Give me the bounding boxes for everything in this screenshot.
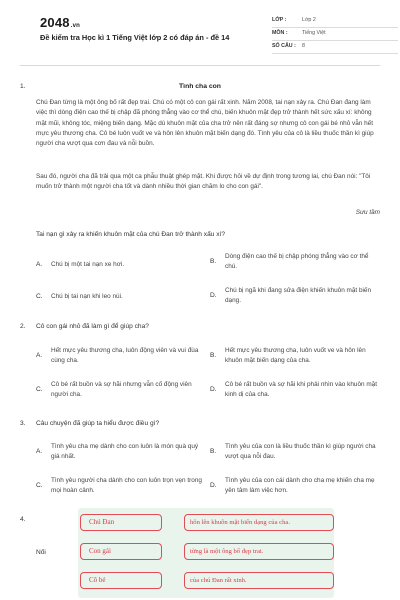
option-text: Hết mực yêu thương cha, luôn vuốt ve và hôn lên khuôn mặt biến dạng của cha. xyxy=(225,347,366,364)
meta-value: Lớp 2 xyxy=(302,17,316,24)
option-text: Chú bị ngã khi đang sửa điện khiến khuôn mặt biến dạng. xyxy=(225,287,372,304)
option-text: Cô bé rất buồn và sợ hãi nhưng vẫn cố động viên người cha. xyxy=(51,381,192,398)
match-left-item[interactable]: Chú Đan xyxy=(80,514,162,531)
match-right-item[interactable]: từng là một ông bố đẹp trai. xyxy=(184,543,334,560)
question-number: 3. xyxy=(20,420,26,427)
meta-value: 8 xyxy=(302,43,305,50)
story-source: Sưu tầm xyxy=(355,209,380,216)
page-header xyxy=(20,0,380,66)
option-text: Tình yêu của con là liều thuốc thần kì giúp người cha vượt qua nỗi đau. xyxy=(225,443,376,460)
option-text: Tình yêu của con cái dành cho cha mẹ khiến cha mẹ yên tâm làm việc hơn. xyxy=(225,477,375,494)
match-left-item[interactable]: Con gái xyxy=(80,543,162,560)
question-number: 2. xyxy=(20,323,26,330)
meta-row-class xyxy=(272,15,398,28)
answer-option-c[interactable] xyxy=(36,474,206,498)
answer-option-a[interactable] xyxy=(36,344,206,368)
question-number: 1. xyxy=(20,83,26,90)
matching-exercise xyxy=(80,510,360,596)
story-paragraph: Chú Đan từng là một ông bố rất đẹp trai. Chú có một cô con gái rất xinh. Năm 2008, tai nạn xảy ra. Chú Đan đang làm việc thì dòng điện cao thế bị chập đã phóng thẳng vào cơ thể chú, biến khuôn mặt đẹp trở thành hết sức xấu xí: không mặt mũi, không tóc, miệng biến dạng. Mặc dù khuôn mặt của cha trở nên rất đáng sợ nhưng cô con gái bé nhỏ vẫn hết mực yêu thương cha. Cô bé luôn vuốt ve và hôn lên khuôn mặt biến dạng đó. Tình yêu của cô là liều thuốc thần kì giúp người cha vượt qua cơn đau và nỗi buồn. xyxy=(36,99,374,147)
exam-meta xyxy=(272,15,398,54)
question-number: 4. xyxy=(20,516,26,523)
answer-option-b[interactable] xyxy=(210,344,380,368)
option-text: Tình yêu cha mẹ dành cho con luôn là món quà quý giá nhất. xyxy=(51,443,199,460)
exam-title: Đề kiểm tra Học kì 1 Tiếng Việt lớp 2 có đáp án - đề 14 xyxy=(40,33,230,42)
option-letter: D. xyxy=(210,292,217,300)
meta-label: LỚP : xyxy=(272,17,287,24)
question-text: Tai nạn gì xảy ra khiến khuôn mặt của chú Đan trở thành xấu xí? xyxy=(36,231,226,238)
answer-option-c[interactable] xyxy=(36,378,206,402)
logo-text: 2048 xyxy=(40,15,70,30)
match-left-item[interactable]: Cô bé xyxy=(80,572,162,589)
option-text: Chú bị tai nạn khi leo núi. xyxy=(51,293,123,301)
answer-option-b[interactable] xyxy=(210,440,380,464)
question-text: Câu chuyện đã giúp ta hiểu được điều gì? xyxy=(36,420,160,427)
site-logo[interactable] xyxy=(40,14,80,33)
question-text: Cô con gái nhỏ đã làm gì để giúp cha? xyxy=(36,323,149,330)
answer-option-d[interactable] xyxy=(210,378,380,402)
answer-option-c[interactable] xyxy=(36,286,206,308)
option-letter: D. xyxy=(210,482,217,490)
option-text: Hết mực yêu thương cha, luôn động viên và vui đùa cùng cha. xyxy=(51,347,199,364)
story-title: Tình cha con xyxy=(179,83,221,90)
logo-suffix: .vn xyxy=(70,23,81,29)
answer-option-d[interactable] xyxy=(210,474,380,498)
option-text: Dòng điện cao thế bị chập phóng thẳng vào cơ thể chú. xyxy=(225,253,369,270)
option-letter: C. xyxy=(36,482,43,490)
option-letter: A. xyxy=(36,352,43,360)
option-letter: A. xyxy=(36,448,43,456)
option-text: Tình yêu người cha dành cho con luôn trọn vẹn trong mọi hoàn cảnh. xyxy=(51,477,202,494)
meta-value: Tiếng Việt xyxy=(302,30,326,37)
meta-row-subject xyxy=(272,28,398,41)
answer-option-a[interactable] xyxy=(36,440,206,464)
option-letter: C. xyxy=(36,293,43,301)
story-paragraph: Sau đó, người cha đã trải qua một ca phẫu thuật ghép mặt. Khi được hỏi về dự định trong tương lai, chú Đan nói: "Tôi muốn trở thành một người cha tốt và dành nhiều thời gian chăm lo cho con gái". xyxy=(36,173,371,191)
match-instruction: Nối xyxy=(36,549,46,556)
match-right-item[interactable]: hôn lên khuôn mặt biến dạng của cha. xyxy=(184,514,334,531)
answer-option-a[interactable] xyxy=(36,254,206,276)
meta-label: MÔN : xyxy=(272,30,288,37)
match-right-item[interactable]: của chú Đan rất xinh. xyxy=(184,572,334,589)
option-letter: B. xyxy=(210,352,217,360)
answer-option-d[interactable] xyxy=(210,284,380,308)
option-letter: B. xyxy=(210,258,217,266)
meta-label: SỐ CÂU : xyxy=(272,43,296,50)
option-text: Cô bé rất buồn và sợ hãi khi phải nhìn vào khuôn mặt kinh dị của cha. xyxy=(225,381,377,398)
option-text: Chú bị một tai nạn xe hơi. xyxy=(51,261,125,269)
option-letter: B. xyxy=(210,448,217,456)
meta-row-count xyxy=(272,41,398,54)
option-letter: C. xyxy=(36,386,43,394)
option-letter: A. xyxy=(36,261,43,269)
answer-option-b[interactable] xyxy=(210,250,380,274)
option-letter: D. xyxy=(210,386,217,394)
